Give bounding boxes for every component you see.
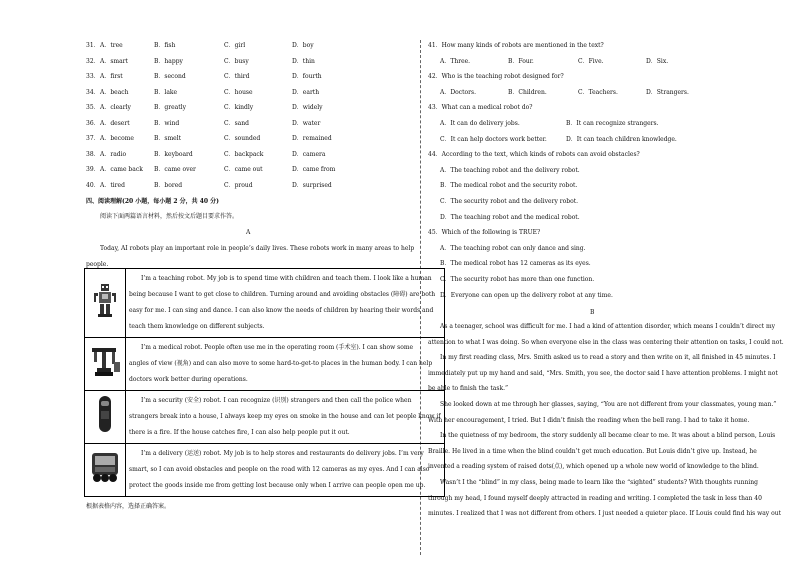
option-b: B．fish: [154, 42, 176, 49]
answer-option: D．It can teach children knowledge.: [566, 135, 677, 143]
option-c: C．sand: [224, 119, 249, 127]
answer-option: A．Doctors.: [440, 88, 476, 96]
answer-option: C．It can help doctors work better.: [440, 135, 547, 143]
passage-line: invented a reading system of raised dots(点), which opened up a whole new world of knowledge to the blind.: [428, 463, 759, 471]
robot-description: [126, 269, 445, 338]
passage-line: As a teenager, school was difficult for me. I had a kind of attention disorder, which means I couldn’t direct my: [440, 323, 776, 330]
answer-option: A．The teaching robot and the delivery robot.: [440, 166, 580, 174]
answer-option: D．Everyone can open up the delivery robot at any time.: [440, 291, 613, 299]
option-c: C．house: [224, 88, 253, 96]
description-line: teach them knowledge on different subjects.: [129, 323, 265, 330]
robot-image-cell: [85, 269, 126, 338]
passage-line: minutes. I realized that I was not different from others. I just needed a quieter place. If Louis could find his way out: [428, 510, 781, 518]
answer-option: B．Children.: [508, 88, 547, 96]
description-line: doctors work better during operations.: [129, 376, 248, 383]
description-line: smart, so I can avoid obstacles and people on the road with 12 cameras as my eyes. And I can also: [129, 466, 430, 473]
option-a: A．beach: [100, 88, 129, 96]
question-number: 40．: [86, 181, 100, 189]
option-b: B．wind: [154, 119, 180, 127]
robot-image-cell: [85, 444, 126, 497]
question-stem: 44．According to the text, which kinds of robots can avoid obstacles?: [428, 151, 640, 159]
table-row: [85, 444, 445, 497]
passage-line: Braille. He lived in a time when the blind couldn’t get much education. But Louis didn’t give up. Instead, he: [428, 447, 757, 455]
passage-line: In the quietness of my bedroom, the story suddenly all became clear to me. It was about a blind person, Louis: [440, 432, 776, 440]
answer-option: B．It can recognize strangers.: [566, 120, 659, 127]
passage-line: Wasn’t I the “blind” in my class, being made to learn like the “sighted” students? With thoughts running: [440, 479, 758, 486]
option-b: B．greatly: [154, 104, 186, 111]
answer-option: D．Six.: [646, 57, 669, 65]
option-a: A．clearly: [100, 104, 131, 111]
option-a: A．tree: [100, 42, 123, 49]
option-a: A．tired: [100, 181, 125, 189]
description-line: angles of view (视角) and can also move to some hard-to-get-to places in the human body. I can help: [129, 360, 433, 367]
section-title: 四、阅读理解(20 小题，每小题 2 分，共 40 分): [86, 198, 219, 205]
question-stem: 41．How many kinds of robots are mentioned in the text?: [428, 42, 604, 49]
answer-option: C．Five.: [578, 57, 604, 65]
description-line: I’m a teaching robot. My job is to spend time with children and teach them. I look like a human: [141, 275, 432, 282]
teaching-robot-icon: [93, 283, 117, 317]
option-d: D．thin: [292, 57, 315, 65]
option-d: D．earth: [292, 88, 320, 96]
option-d: D．widely: [292, 104, 323, 111]
option-d: D．fourth: [292, 73, 322, 80]
passage-b-label: B: [590, 309, 595, 316]
question-stem: 45．Which of the following is TRUE?: [428, 229, 541, 237]
question-stem: 42．Who is the teaching robot designed for?: [428, 73, 564, 81]
answer-option: D．Strangers.: [646, 88, 689, 96]
instruction-text: 阅读下面两篇语言材料，然后按文后题目要求作答。: [100, 213, 239, 220]
table-row: [85, 391, 445, 444]
passage-line: through my head, I found myself deeply attracted in reading and writing. I completed the task in less than 40: [428, 494, 762, 502]
option-a: A．radio: [100, 150, 127, 158]
passage-line: With her encouragement, I tried. But I didn’t finish the reading when the bell rang. I had to take it home.: [428, 416, 750, 424]
medical-robot-icon: [88, 344, 122, 378]
option-b: B．second: [154, 73, 186, 80]
question-stem: 43．What can a medical robot do?: [428, 104, 533, 112]
description-line: I’m a medical robot. People often use me in the operating room (手术室). I can show some: [141, 344, 414, 351]
option-c: C．sounded: [224, 135, 261, 142]
passage-line: be able to finish the task.”: [428, 385, 509, 393]
option-b: B．lake: [154, 88, 178, 96]
question-number: 32．: [86, 57, 100, 65]
table-row: [85, 338, 445, 391]
question-number: 36．: [86, 119, 100, 127]
passage-a-intro-line-2: people.: [86, 261, 109, 268]
answer-option: A．The teaching robot can only dance and sing.: [440, 244, 586, 252]
option-d: D．surprised: [292, 181, 332, 189]
option-d: D．remained: [292, 135, 332, 142]
option-a: A．smart: [100, 57, 128, 65]
option-d: D．water: [292, 119, 321, 127]
option-c: C．third: [224, 73, 250, 80]
robot-description: [126, 444, 445, 497]
option-c: C．proud: [224, 181, 253, 189]
question-number: 39．: [86, 166, 100, 173]
passage-line: In my first reading class, Mrs. Smith asked us to read a story and then write on it, all finished in 45 minutes. I: [440, 354, 776, 362]
description-line: easy for me. I can sing and dance. I can also know the needs of children by hearing their words and: [129, 307, 434, 314]
option-c: C．busy: [224, 57, 249, 65]
option-c: C．backpack: [224, 150, 264, 158]
passage-line: attention to what I was doing. So when everyone else in the class was centering their attention on tasks, I could not.: [428, 338, 784, 346]
footer-instruction: 根据表格内容，选择正确答案。: [86, 503, 171, 510]
answer-option: C．The security robot has more than one function.: [440, 276, 595, 283]
option-a: A．become: [100, 135, 134, 142]
option-a: A．desert: [100, 119, 130, 127]
description-line: protect the goods inside me from getting lost because only when I arrive can people open me up.: [129, 482, 426, 489]
option-b: B．keyboard: [154, 150, 193, 158]
option-b: B．smelt: [154, 135, 182, 142]
robot-image-cell: [85, 391, 126, 444]
option-a: A．came back: [100, 166, 143, 173]
option-d: D．camera: [292, 150, 326, 158]
delivery-robot-icon: [90, 451, 120, 483]
description-line: strangers break into a house, I always keep my eyes on smoke in the house and can let people know if: [129, 413, 441, 420]
passage-a-intro-line-1: Today, AI robots play an important role in people’s daily lives. These robots work in many areas to help: [100, 245, 415, 252]
question-number: 38．: [86, 150, 100, 158]
question-number: 31．: [86, 42, 100, 49]
option-a: A．first: [100, 73, 123, 80]
robot-description: [126, 338, 445, 391]
answer-option: B．The medical robot and the security robot.: [440, 182, 578, 190]
description-line: I’m a delivery (运送) robot. My job is to help stores and restaurants do delivery jobs. I’m very: [141, 450, 424, 457]
description-line: there is a fire. If the house catches fire, I can also help people put it out.: [129, 429, 350, 436]
description-line: being because I want to get close to children. Turning around and avoiding obstacles (障碍) are both: [129, 291, 436, 298]
option-b: B．bored: [154, 181, 183, 189]
robot-description: [126, 391, 445, 444]
question-number: 37．: [86, 135, 100, 142]
option-b: B．came over: [154, 166, 196, 173]
robot-image-cell: [85, 338, 126, 391]
option-d: D．boy: [292, 42, 314, 49]
answer-option: B．Four.: [508, 57, 534, 65]
answer-option: D．The teaching robot and the medical robot.: [440, 213, 580, 221]
option-c: C．girl: [224, 42, 246, 49]
answer-option: C．Teachers.: [578, 88, 618, 96]
passage-a-label: A: [246, 229, 251, 236]
description-line: I’m a security (安全) robot. I can recognize (识别) strangers and then call the police when: [141, 397, 412, 404]
question-number: 33．: [86, 73, 100, 80]
question-number: 34．: [86, 88, 100, 96]
answer-option: A．It can do delivery jobs.: [440, 120, 520, 127]
passage-line: immediately put up my hand and said, “Mrs. Smith, you see, the doctor said I have attention problems. I might not: [428, 369, 778, 377]
table-row: [85, 269, 445, 338]
security-robot-icon: [95, 395, 115, 433]
option-d: D．came from: [292, 166, 336, 173]
question-number: 35．: [86, 104, 100, 111]
answer-option: C．The security robot and the delivery robot.: [440, 198, 579, 205]
answer-option: B．The medical robot has 12 cameras as its eyes.: [440, 260, 591, 268]
option-c: C．came out: [224, 166, 263, 173]
passage-line: She looked down at me through her glasses, saying, “You are not different from your classmates, young man.”: [440, 401, 777, 408]
option-c: C．kindly: [224, 104, 254, 111]
answer-option: A．Three.: [440, 57, 471, 65]
robots-table: [84, 268, 445, 497]
option-b: B．happy: [154, 57, 183, 65]
